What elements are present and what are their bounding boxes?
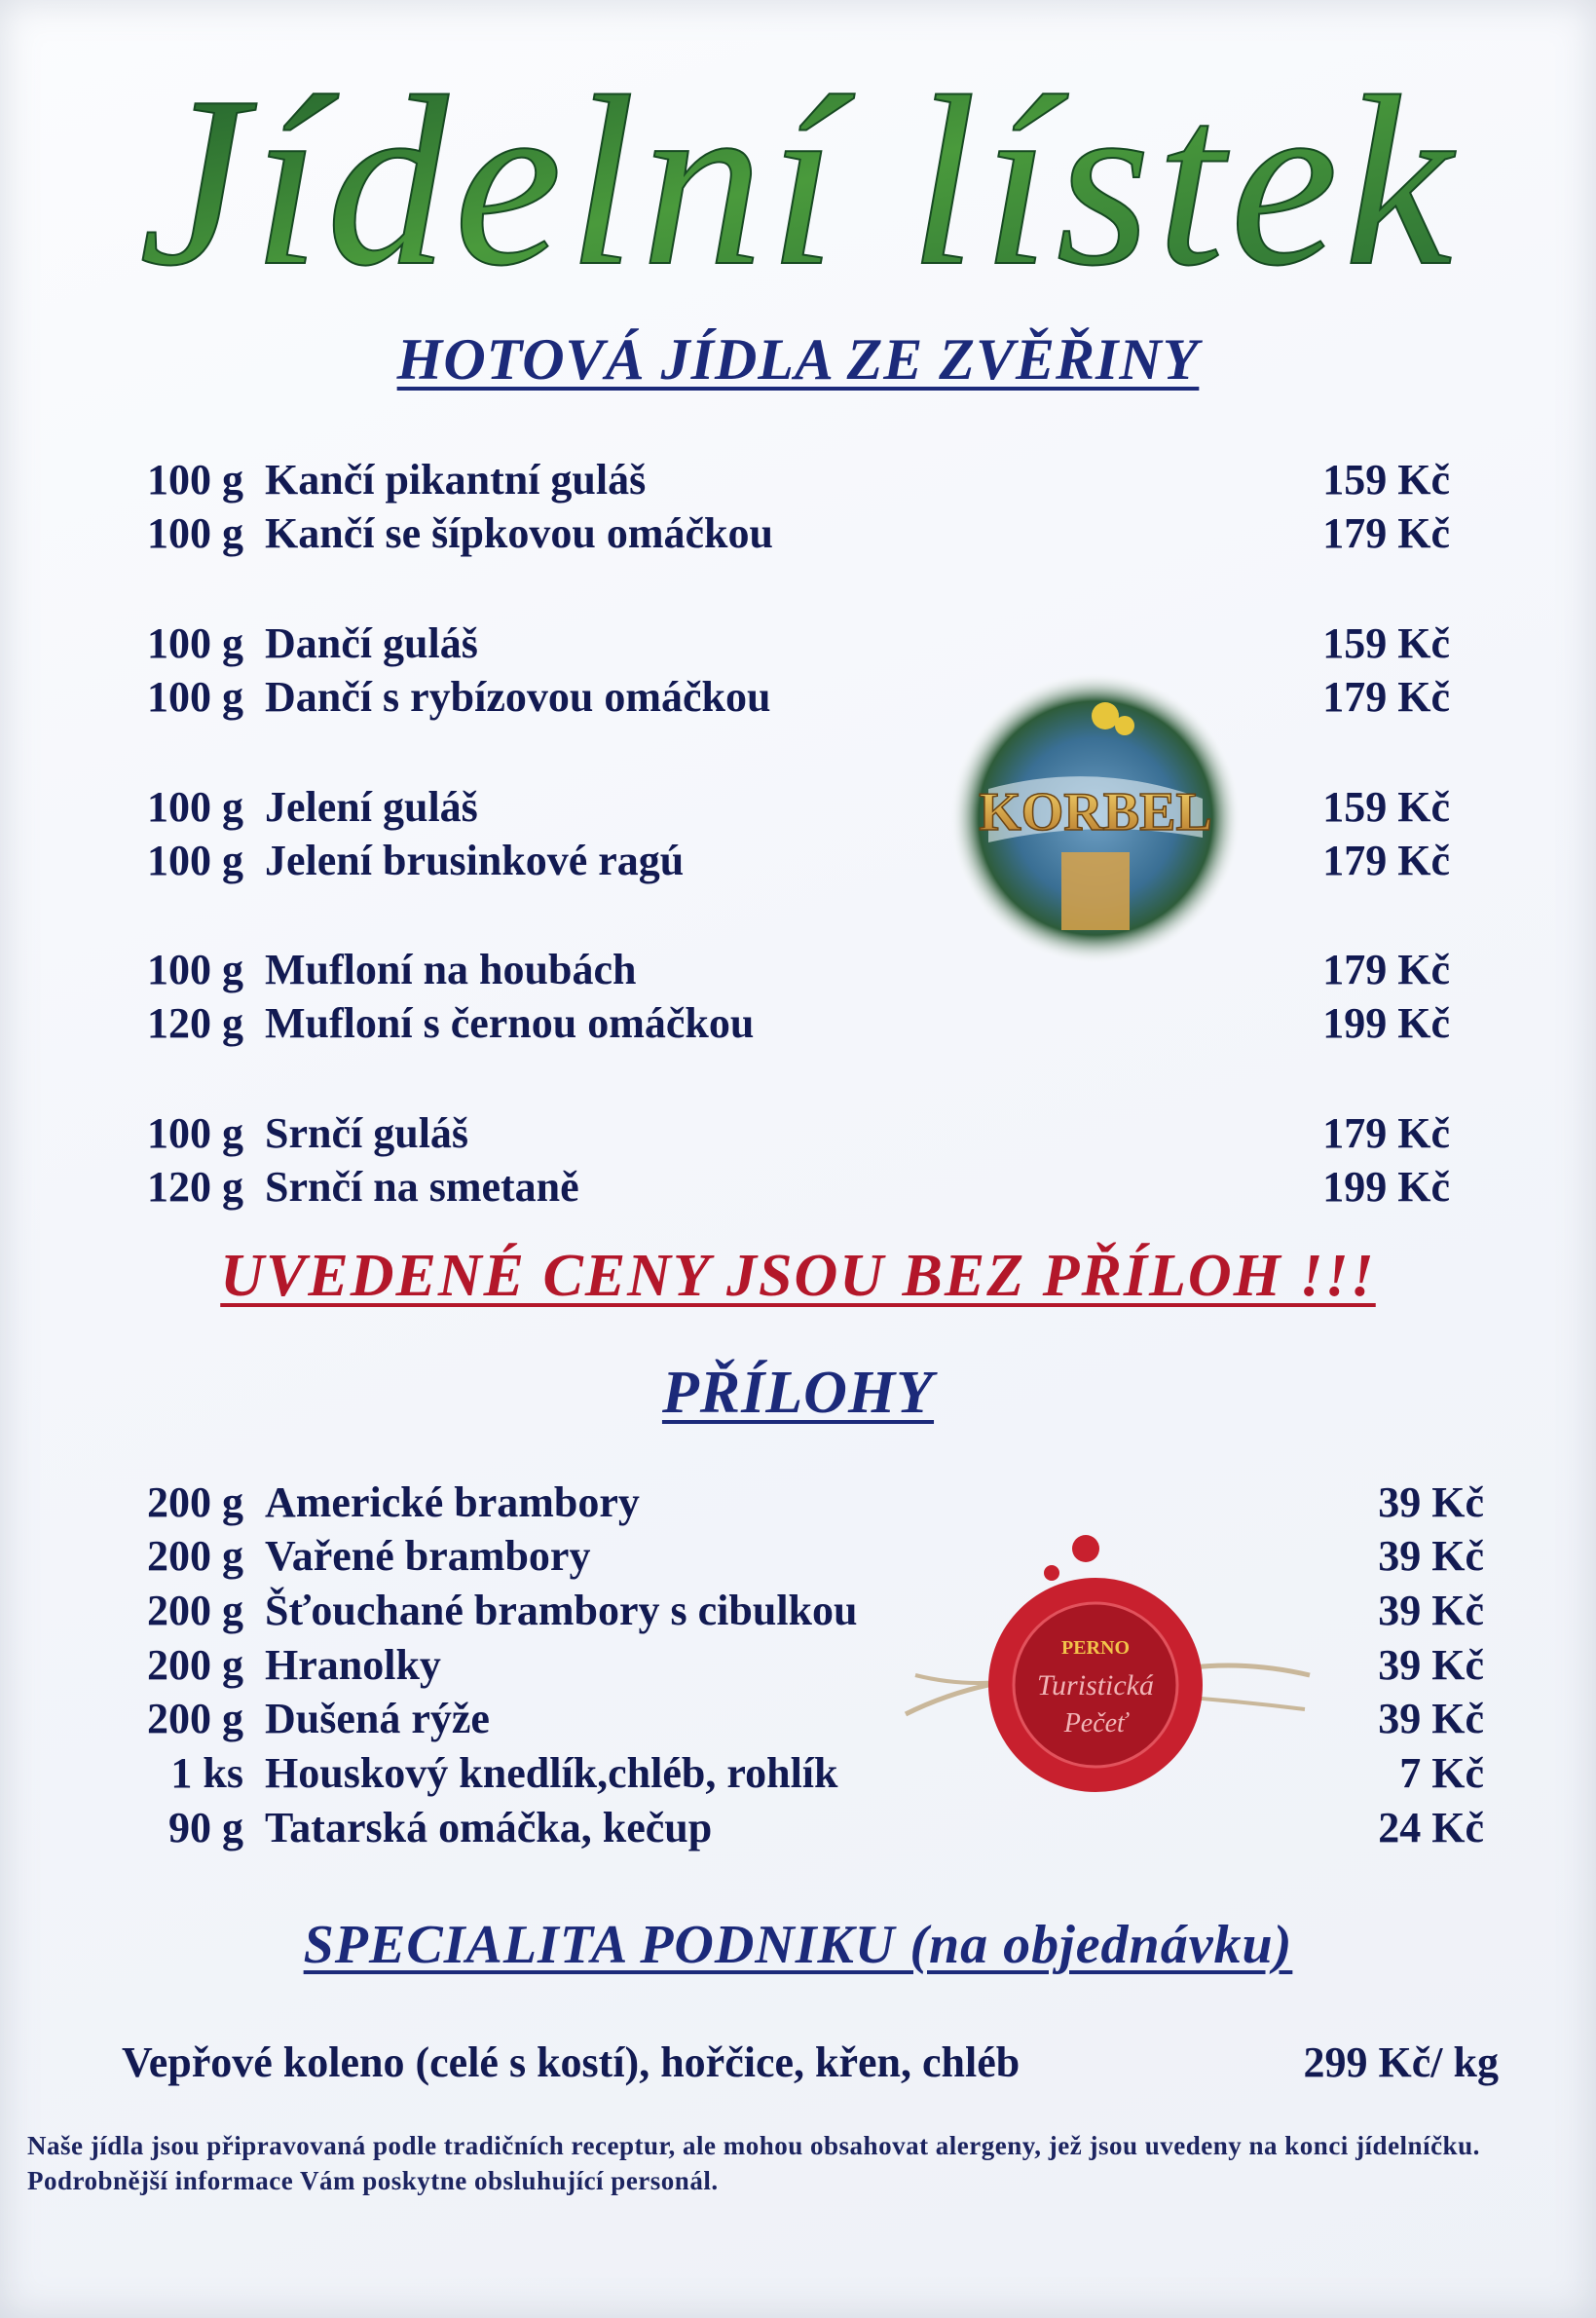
dish-name: Srnčí guláš <box>265 1109 469 1157</box>
side-dish-row <box>0 1801 1596 1855</box>
dish-quantity: 120 g <box>147 999 243 1047</box>
korbel-beer-logo <box>949 672 1242 964</box>
dish-price: 179 Kč <box>1322 837 1450 884</box>
dish-quantity: 100 g <box>147 946 243 993</box>
dish-name: Mufloní s černou omáčkou <box>265 999 755 1047</box>
side-name: Dušená rýže <box>265 1695 490 1742</box>
side-name: Vařené brambory <box>265 1532 591 1580</box>
specialty-item <box>0 2036 1596 2090</box>
side-price: 24 Kč <box>1378 1804 1484 1851</box>
side-price: 39 Kč <box>1378 1532 1484 1580</box>
side-dish-row <box>0 1746 1596 1801</box>
side-quantity: 200 g <box>147 1587 243 1634</box>
game-dish-row <box>0 670 1596 725</box>
dish-quantity: 100 g <box>147 673 243 721</box>
game-dish-row <box>0 943 1596 997</box>
side-dish-row <box>0 1692 1596 1746</box>
dish-name: Dančí s rybízovou omáčkou <box>265 673 771 721</box>
side-quantity: 200 g <box>147 1478 243 1526</box>
menu-title <box>0 39 1596 331</box>
dish-price: 179 Kč <box>1322 509 1450 557</box>
menu-title-text: Jídelní lístek <box>138 47 1459 317</box>
side-quantity: 1 ks <box>170 1749 243 1797</box>
dish-price: 179 Kč <box>1322 1109 1450 1157</box>
dish-name: Jelení guláš <box>265 783 478 831</box>
side-price: 39 Kč <box>1378 1587 1484 1634</box>
side-price: 7 Kč <box>1399 1749 1484 1797</box>
dish-quantity: 100 g <box>147 509 243 557</box>
game-dish-row <box>0 617 1596 671</box>
dish-quantity: 100 g <box>147 837 243 884</box>
seal-line1-text: Turistická <box>1036 1669 1155 1701</box>
dish-price: 179 Kč <box>1322 946 1450 993</box>
dish-quantity: 120 g <box>147 1163 243 1211</box>
game-dish-row <box>0 506 1596 561</box>
dish-price: 199 Kč <box>1322 1163 1450 1211</box>
prices-without-sides-warning: UVEDENÉ CENY JSOU BEZ PŘÍLOH !!! <box>220 1243 1376 1309</box>
side-dish-row <box>0 1529 1596 1584</box>
korbel-logo-text: KORBEL <box>979 782 1212 842</box>
dish-price: 199 Kč <box>1322 999 1450 1047</box>
seal-top-text: PERNO <box>1061 1637 1130 1659</box>
side-quantity: 200 g <box>147 1695 243 1742</box>
specialty-item-name: Vepřové koleno (celé s kostí), hořčice, křen, chléb <box>122 2038 1021 2086</box>
dish-name: Jelení brusinkové ragú <box>265 837 685 884</box>
game-section-heading: HOTOVÁ JÍDLA ZE ZVĚŘINY <box>396 327 1200 392</box>
dish-quantity: 100 g <box>147 783 243 831</box>
game-dish-row <box>0 780 1596 835</box>
game-dish-row <box>0 1160 1596 1215</box>
side-dish-row <box>0 1476 1596 1530</box>
side-quantity: 200 g <box>147 1641 243 1689</box>
dish-name: Dančí guláš <box>265 619 478 667</box>
dish-name: Kančí se šípkovou omáčkou <box>265 509 773 557</box>
dish-price: 159 Kč <box>1322 619 1450 667</box>
dish-name: Kančí pikantní guláš <box>265 456 647 504</box>
menu-title-graphic <box>0 39 1596 331</box>
dish-price: 179 Kč <box>1322 673 1450 721</box>
allergen-footnote: Naše jídla jsou připravovaná podle tradičních receptur, ale mohou obsahovat alergeny, jež jsou uvedeny na konci jídelníčku. Podrobnější informace Vám poskytne obsluhující personál. <box>27 2131 1480 2195</box>
side-quantity: 200 g <box>147 1532 243 1580</box>
dish-quantity: 100 g <box>147 619 243 667</box>
game-dish-row <box>0 996 1596 1051</box>
dish-price: 159 Kč <box>1322 456 1450 504</box>
side-price: 39 Kč <box>1378 1641 1484 1689</box>
turisticka-pecet-seal <box>896 1529 1315 1802</box>
side-dish-row <box>0 1638 1596 1693</box>
side-price: 39 Kč <box>1378 1695 1484 1742</box>
side-name: Americké brambory <box>265 1478 640 1526</box>
seal-line2-text: Pečeť <box>1063 1708 1128 1738</box>
specialty-item-price: 299 Kč/ kg <box>1303 2038 1499 2086</box>
dish-price: 159 Kč <box>1322 783 1450 831</box>
specialty-section-heading: SPECIALITA PODNIKU (na objednávku) <box>303 1915 1293 1975</box>
side-quantity: 90 g <box>168 1804 243 1851</box>
side-name: Šťouchané brambory s cibulkou <box>265 1587 858 1634</box>
dish-name: Srnčí na smetaně <box>265 1163 579 1211</box>
side-name: Tatarská omáčka, kečup <box>265 1804 713 1851</box>
dish-quantity: 100 g <box>147 456 243 504</box>
sides-section-heading: PŘÍLOHY <box>661 1360 935 1426</box>
side-price: 39 Kč <box>1378 1478 1484 1526</box>
side-name: Houskový knedlík,chléb, rohlík <box>265 1749 838 1797</box>
dish-name: Mufloní na houbách <box>265 946 637 993</box>
side-dish-row <box>0 1584 1596 1638</box>
side-name: Hranolky <box>265 1641 441 1689</box>
game-dish-row <box>0 453 1596 507</box>
dish-quantity: 100 g <box>147 1109 243 1157</box>
game-dish-row <box>0 1106 1596 1161</box>
game-dish-row <box>0 834 1596 888</box>
